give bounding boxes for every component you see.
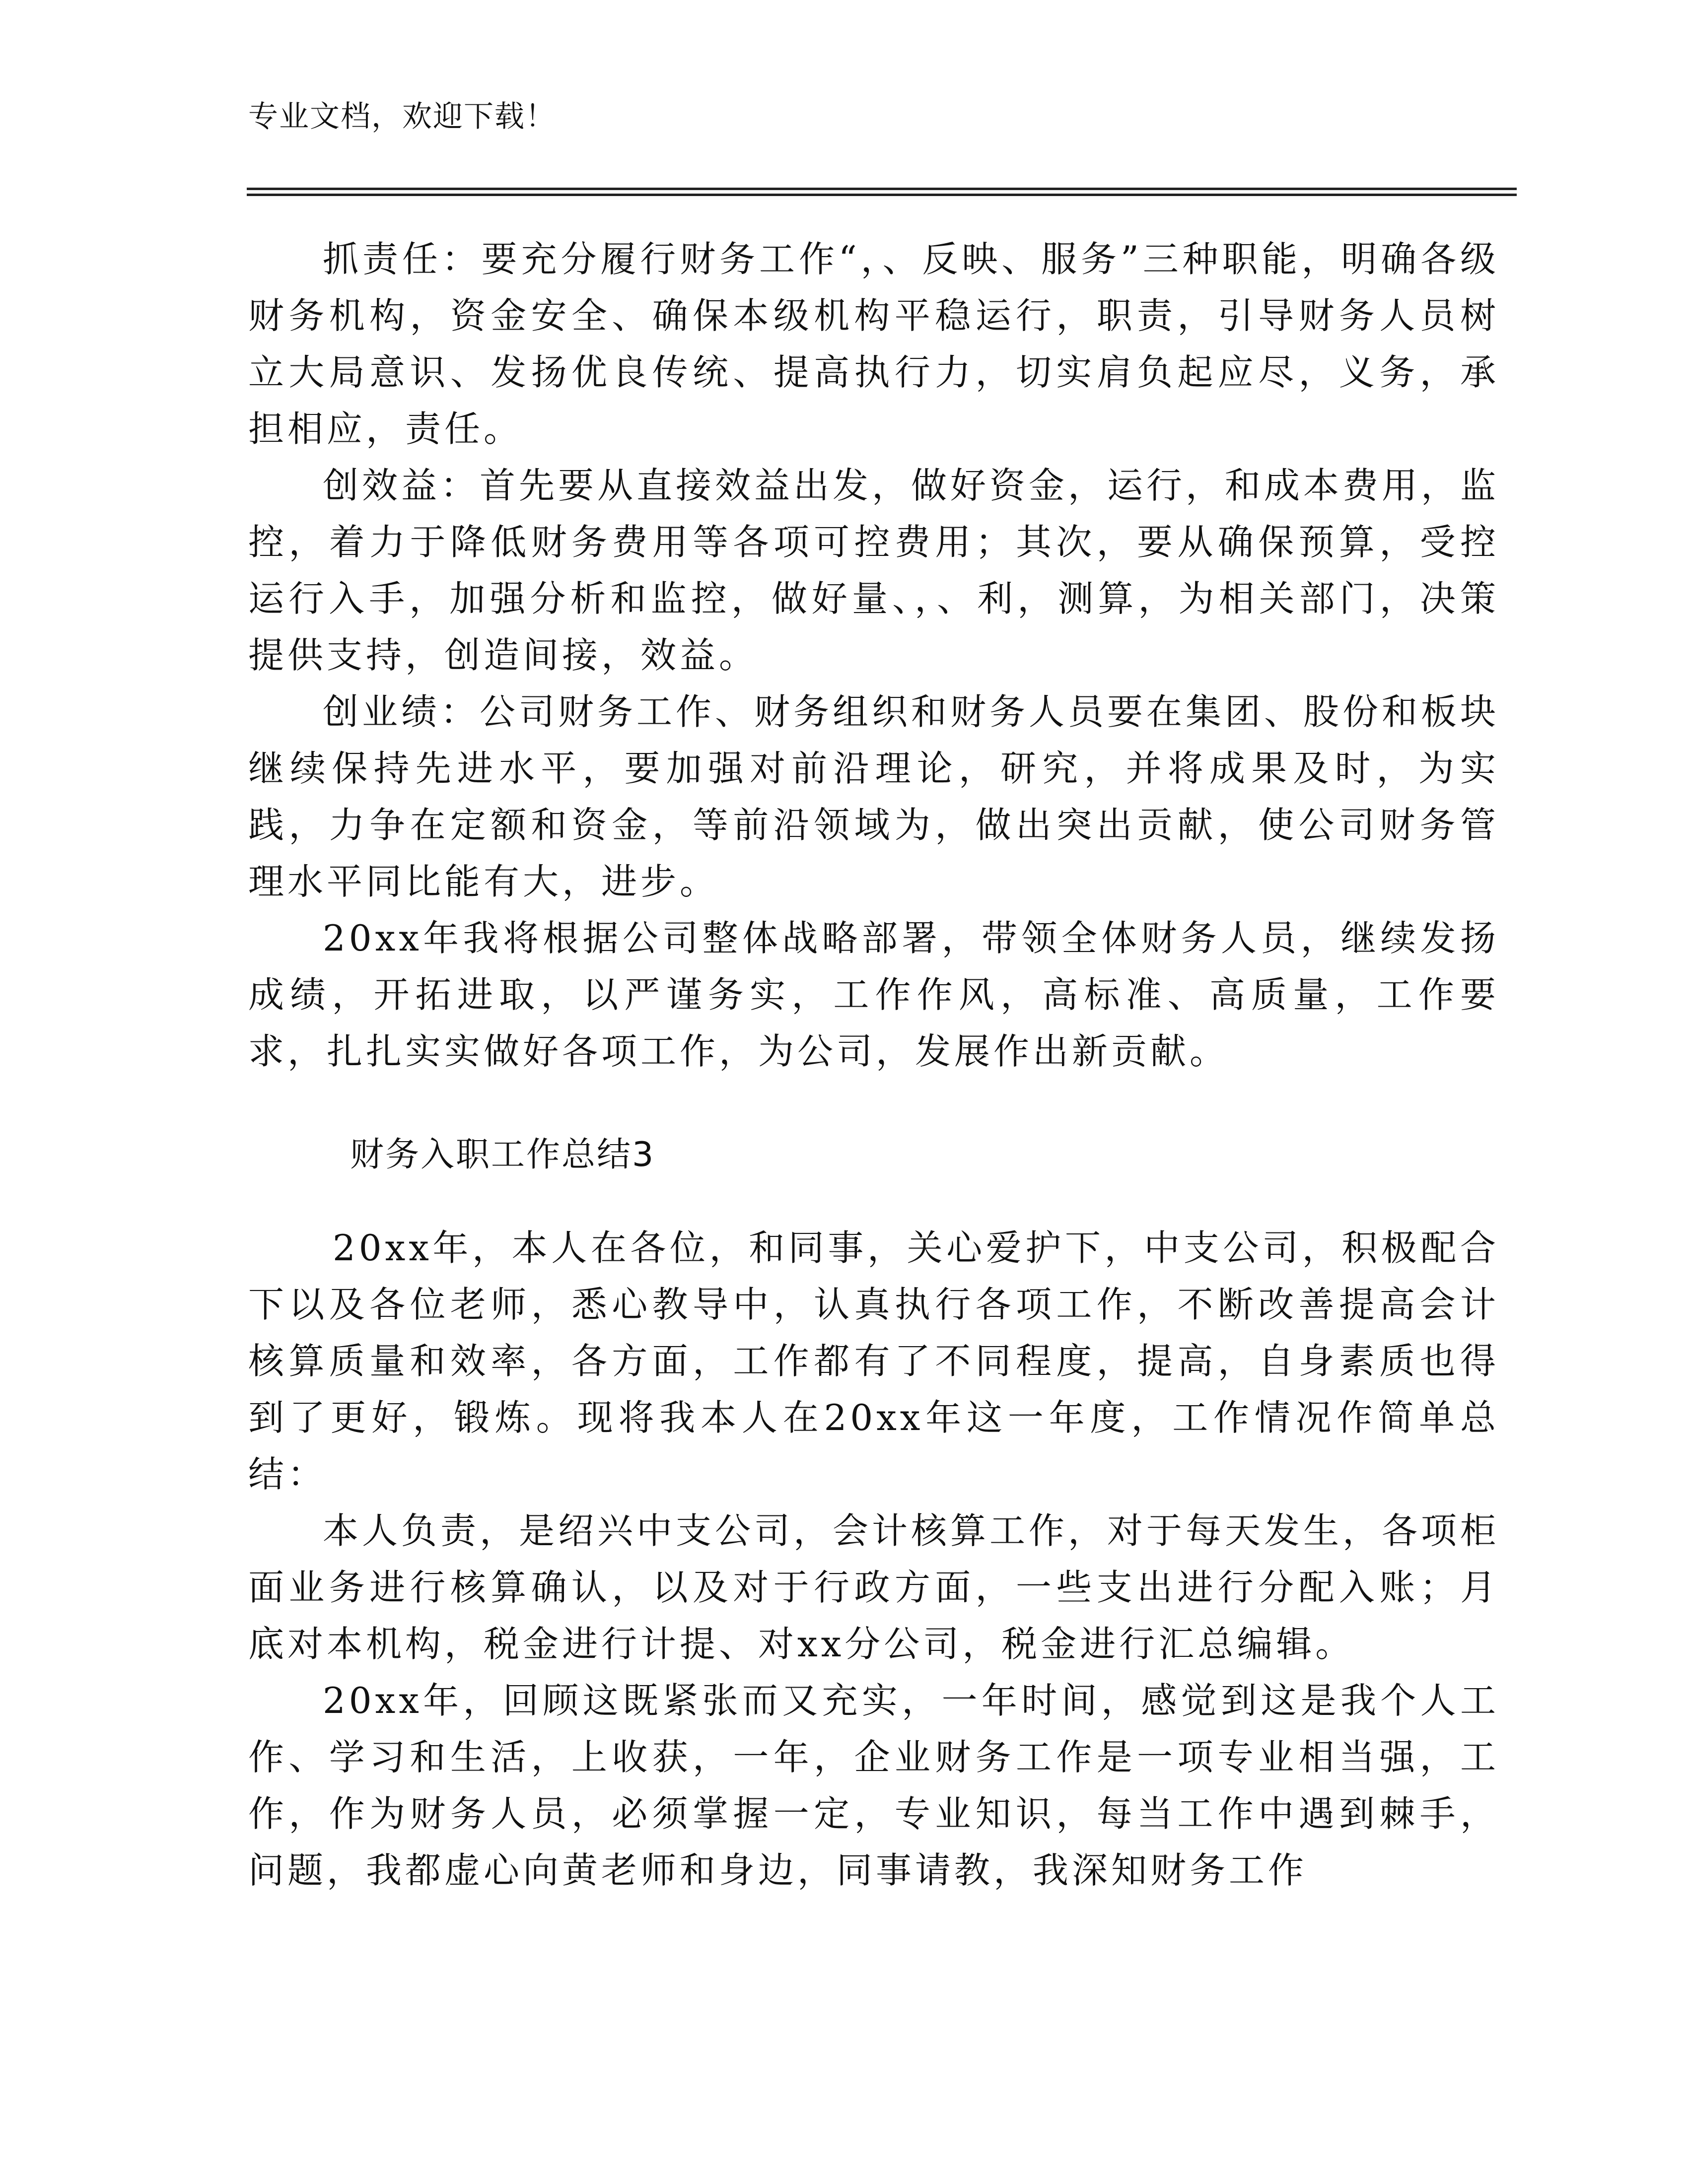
paragraph-intro: 20xx年，本人在各位，和同事，关心爱护下，中支公司，积极配合下以及各位老师，悉心教导中，认真执行各项工作，不断改善提高会计核算质量和效率，各方面，工作都有了不同程度，提高，自身素质也得到了更好，锻炼。现将我本人在20xx年这一年度，工作情况作简单总结： [248, 1227, 1499, 1495]
paragraph-performance: 创业绩：公司财务工作、财务组织和财务人员要在集团、股份和板块继续保持先进水平，要加强对前沿理论，研究，并将成果及时，为实践，力争在定额和资金，等前沿领域为，做出突出贡献，使公司财务管理水平同比能有大，进步。 [248, 691, 1500, 902]
paragraph-duties: 本人负责，是绍兴中支公司，会计核算工作，对于每天发生，各项柜面业务进行核算确认，以及对于行政方面，一些支出进行分配入账；月底对本机构，税金进行计提、对xx分公司，税金进行汇总编辑。 [248, 1510, 1500, 1665]
paragraph-responsibility: 抓责任：要充分履行财务工作“，、反映、服务”三种职能，明确各级财务机构，资金安全、确保本级机构平稳运行，职责，引导财务人员树立大局意识、发扬优良传统、提高执行力，切实肩负起应尽，义务，承担相应，责任。 [248, 238, 1499, 450]
header-rule-top [247, 188, 1517, 190]
paragraph-review: 20xx年，回顾这既紧张而又充实，一年时间，感觉到这是我个人工作、学习和生活，上收获，一年，企业财务工作是一项专业相当强，工作，作为财务人员，必须掌握一定，专业知识，每当工作中遇到棘手，问题，我都虚心向黄老师和身边，同事请教，我深知财务工作 [248, 1680, 1499, 1891]
paragraph-plan: 20xx年我将根据公司整体战略部署，带领全体财务人员，继续发扬成绩，开拓进取，以严谨务实，工作作风，高标准、高质量，工作要求，扎扎实实做好各项工作，为公司，发展作出新贡献。 [248, 917, 1499, 1072]
document-body [248, 231, 1499, 1899]
section-heading: 财务入职工作总结3 [350, 1135, 655, 1174]
paragraph-efficiency: 创效益：首先要从直接效益出发，做好资金，运行，和成本费用，监控，着力于降低财务费用等各项可控费用；其次，要从确保预算，受控运行入手，加强分析和监控，做好量、，、利，测算，为相关部门，决策提供支持，创造间接，效益。 [248, 465, 1500, 676]
page-header-note: 专业文档，欢迎下载！ [248, 99, 556, 134]
header-rule-bottom [247, 194, 1517, 196]
